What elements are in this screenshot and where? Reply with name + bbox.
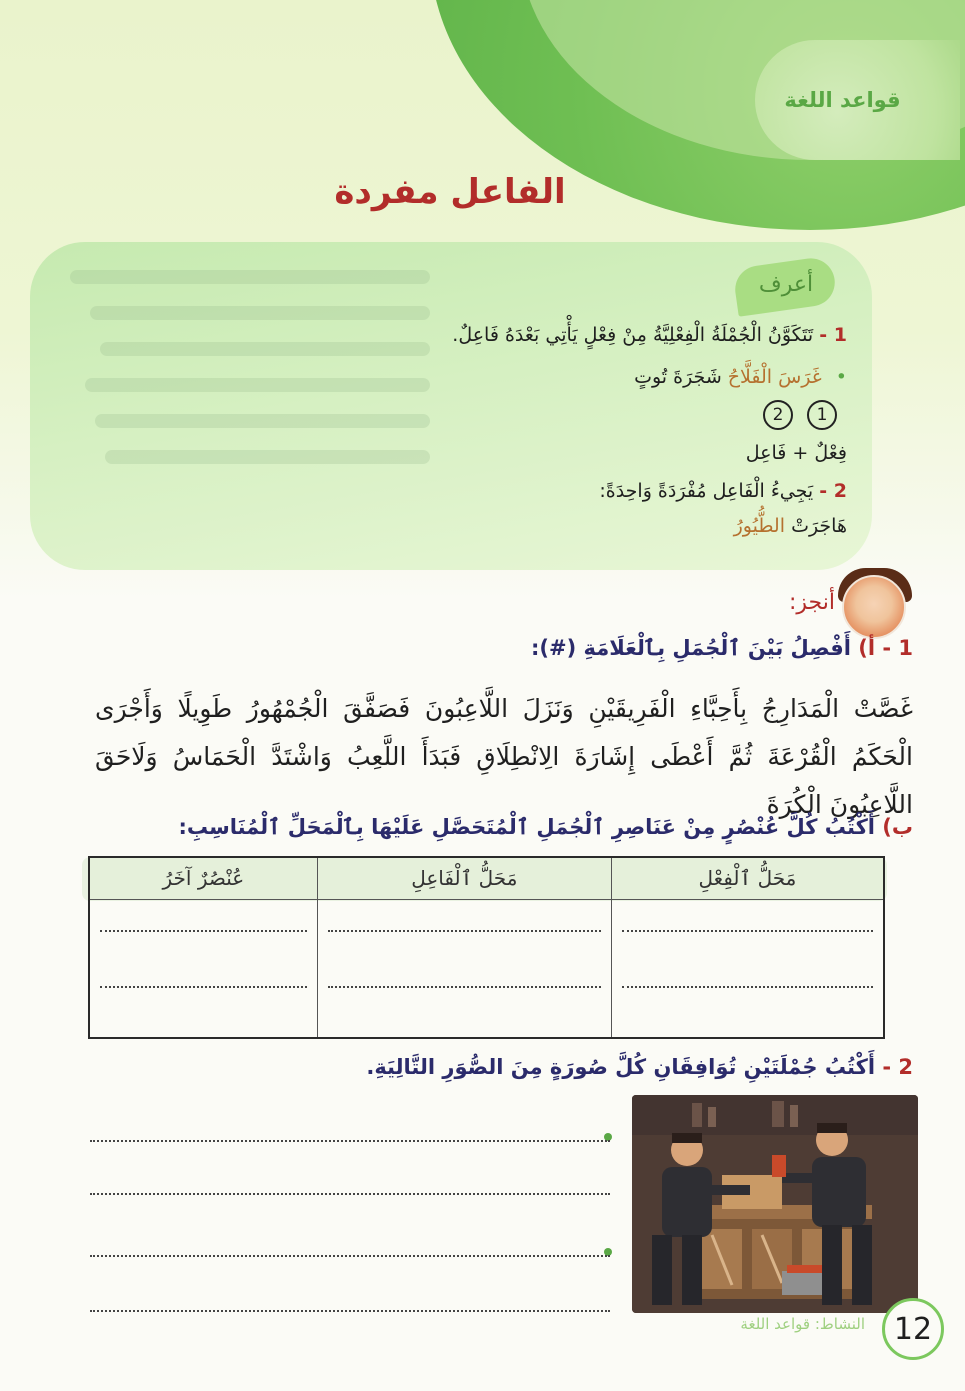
table-header-row bbox=[89, 857, 884, 899]
rule-1-number: 1 - bbox=[819, 324, 847, 346]
table-row bbox=[89, 962, 884, 1013]
answer-line[interactable] bbox=[90, 1140, 610, 1142]
know-label: أعرف bbox=[758, 272, 814, 297]
faded-bleedthrough-text bbox=[40, 250, 430, 550]
answer-cell[interactable] bbox=[317, 1013, 611, 1038]
question-1a-number: 1 - أ) bbox=[858, 636, 913, 660]
example-1 bbox=[634, 366, 847, 388]
carpenters-drawing bbox=[632, 1095, 918, 1313]
rule-1 bbox=[452, 324, 847, 346]
header-subject: مَحَلُّ ٱلْفَاعِلِ bbox=[317, 857, 611, 899]
rule-1-text: تَتَكَوَّنُ الْجُمْلَةُ الْفِعْلِيَّةُ مِنْ فِعْلٍ يَأْتِي بَعْدَهُ فَاعِلٌ. bbox=[452, 324, 814, 346]
circle-number-1: 1 bbox=[807, 400, 837, 430]
answer-line[interactable] bbox=[90, 1310, 610, 1312]
elements-table bbox=[88, 856, 885, 1039]
formula: فِعْلٌ + فَاعِل bbox=[745, 442, 847, 464]
lesson-title: الفاعل مفردة bbox=[334, 172, 566, 212]
answer-cell[interactable] bbox=[611, 899, 884, 962]
example-1-rest: شَجَرَةَ تُوتٍ bbox=[634, 366, 722, 388]
answer-cell[interactable] bbox=[611, 1013, 884, 1038]
header-verb: مَحَلُّ ٱلْفِعْلِ bbox=[611, 857, 884, 899]
question-1b-number: ب) bbox=[882, 815, 913, 839]
answer-cell[interactable] bbox=[317, 899, 611, 962]
bullet-icon: • bbox=[835, 366, 847, 388]
exercise-paragraph: غَصَّتْ الْمَدَارِجُ بِأَحِبَّاءِ الْفَرِيقَيْنِ وَنَزَلَ اللَّاعِبُونَ فَصَفَّقَ الْجُمْهُورُ طَوِيلًا وَأَجْرَى الْحَكَمُ الْقُرْعَةَ ثُمَّ أَعْطَى إِشَارَةَ الِانْطِلَاقِ فَبَدَأَ اللَّعِبُ وَاشْتَدَّ الْحَمَاسُ وَلَاحَقَ اللَّاعِبُونَ الْكُرَةَ bbox=[95, 694, 913, 819]
question-2-text: أَكْتُبُ جُمْلَتَيْنِ تُوَافِقَانِ كُلَّ صُورَةٍ مِنَ الصُّوَرِ التَّالِيَةِ. bbox=[366, 1055, 876, 1079]
numbered-circles bbox=[763, 400, 837, 430]
rule-2-text: يَجِيءُ الْفَاعِل مُفْرَدَةً وَاحِدَةً: bbox=[599, 480, 814, 502]
answer-cell[interactable] bbox=[317, 962, 611, 1013]
section-badge-label: قواعد اللغة bbox=[784, 88, 901, 112]
question-1b-text: أَكْتُبُ كُلَّ عُنْصُرٍ مِنْ عَنَاصِرِ ٱلْجُمَلِ ٱلْمُتَحَصَّلِ عَلَيْهَا بِٱلْمَحَلِّ ٱلْمُنَاسِبِ: bbox=[178, 815, 875, 839]
question-1a bbox=[531, 636, 913, 660]
page-number: 12 bbox=[893, 1311, 933, 1347]
circle-number-2: 2 bbox=[763, 400, 793, 430]
question-2 bbox=[366, 1055, 913, 1079]
answer-cell[interactable] bbox=[89, 962, 317, 1013]
table-row bbox=[89, 1013, 884, 1038]
answer-cell[interactable] bbox=[89, 899, 317, 962]
question-1a-text: أَفْصِلُ بَيْنَ ٱلْجُمَلِ بِٱلْعَلَامَةِ (#): bbox=[530, 636, 851, 660]
example-1-highlight: غَرَسَ الْفَلَّاحُ bbox=[727, 366, 822, 388]
rule-2-number: 2 - bbox=[819, 480, 847, 502]
footer-caption: النشاط: قواعد اللغة bbox=[740, 1315, 865, 1333]
question-1b bbox=[178, 815, 913, 839]
answer-line[interactable] bbox=[90, 1255, 610, 1257]
elements-table-container bbox=[88, 856, 885, 1039]
table-row bbox=[89, 899, 884, 962]
example-2-plain: هَاجَرَتْ bbox=[791, 515, 847, 537]
answer-line[interactable] bbox=[90, 1193, 610, 1195]
example-2-highlight: الطُّيُورُ bbox=[733, 515, 786, 537]
example-2 bbox=[734, 515, 847, 537]
rule-2 bbox=[599, 480, 847, 502]
carpenters-illustration bbox=[632, 1095, 918, 1313]
girl-avatar-icon bbox=[842, 575, 906, 639]
question-2-number: 2 - bbox=[882, 1055, 913, 1079]
section-badge bbox=[755, 40, 960, 160]
page-number-badge bbox=[882, 1298, 944, 1360]
answer-cell[interactable] bbox=[89, 1013, 317, 1038]
achieve-label: أنجز: bbox=[789, 590, 835, 615]
answer-cell[interactable] bbox=[611, 962, 884, 1013]
header-other: عُنْصُرٌ آخَرُ bbox=[89, 857, 317, 899]
